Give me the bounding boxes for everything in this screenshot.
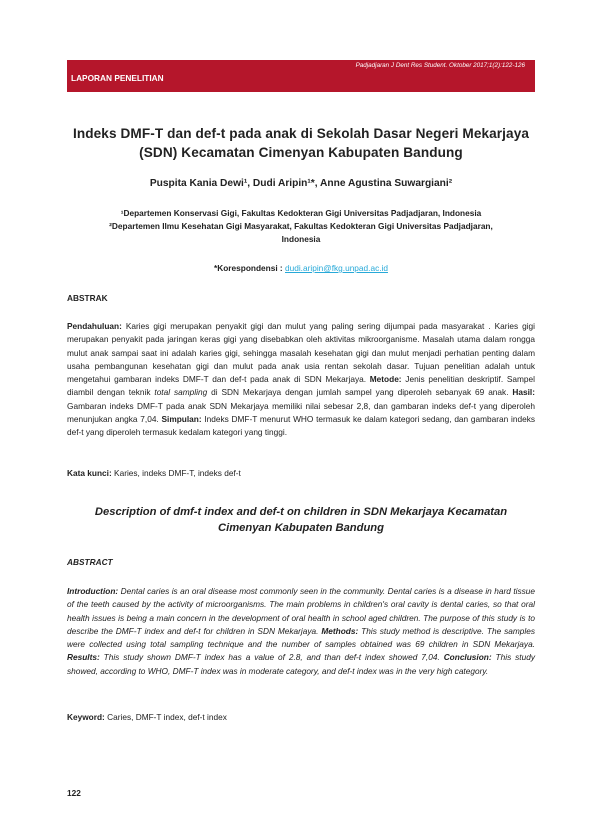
results-label: Results: (67, 652, 100, 663)
keywords (67, 712, 535, 722)
kata-kunci-text: Karies, indeks DMF-T, indeks def-t (111, 468, 241, 478)
hasil-text: Gambaran indeks DMF-T pada anak SDN Mekarjaya memiliki nilai sebesar 2,8, dan gambaran indeks def-t yang diperoleh menunjukan angka 7,04. (67, 400, 535, 425)
english-title: Description of dmf-t index and def-t on children in SDN Mekarjaya Kecamatan Cimenyan Kabupaten Bandung (94, 506, 508, 534)
kata-kunci-label: Kata kunci: (67, 468, 112, 478)
correspondence (67, 263, 535, 273)
keyword-label: Keyword: (67, 712, 105, 722)
abstrak-heading: ABSTRAK (67, 293, 108, 303)
page-number: 122 (67, 788, 81, 798)
abstrak-body (67, 320, 535, 440)
correspondence-label: *Korespondensi : (214, 263, 285, 273)
pendahuluan-text: Karies gigi merupakan penyakit gigi dan mulut yang paling sering dijumpai pada masyarakat . Karies gigi merupakan penyakit pada jaringan keras gigi yang disebabkan oleh aktivitas mikroorganisme. Masalah utama dalam rongga mulut anak sampai saat ini adalah karies gigi, sehingga masalah kesehatan gigi dan mulut menjadi perhatian penting dalam usaha pembangunan kesehatan gigi dan mulut pada anak usia rentan sekolah dasar. Tujuan penelitian adalah untuk mengetahui gambaran indeks DMF-T dan def-t pada anak di SDN Mekarjaya. (67, 321, 535, 385)
results-text: This study shown DMF-T index has a value of 2.8, and than def-t index showed 7,04. (99, 652, 444, 663)
methods-text: This study method is descriptive. The samples were collected using total sampling technique and the number of samples obtained was 69 children in SDN Mekarjaya. (67, 625, 536, 650)
pendahuluan-label: Pendahuluan: (67, 321, 122, 331)
section-label: LAPORAN PENELITIAN (71, 73, 164, 83)
journal-header-band (67, 60, 535, 92)
abstract-heading: ABSTRACT (67, 557, 113, 567)
metode-italic: total sampling (154, 387, 208, 398)
affiliation-2: ²Departemen Ilmu Kesehatan Gigi Masyarakat, Fakultas Kedokteran Gigi Universitas Padjadjaran, Indonesia (109, 221, 493, 244)
abstract-body (67, 585, 535, 678)
conclusion-label: Conclusion: (443, 652, 492, 663)
metode-label: Metode: (369, 374, 402, 385)
simpulan-text: Indeks DMF-T menurut WHO termasuk ke dalam kategori sedang, dan gambaran indeks def-t yang diperoleh termasuk kedalam kategori yang tinggi. (67, 414, 535, 438)
metode-text-b: di SDN Mekarjaya dengan jumlah sampel yang diperoleh sebanyak 69 anak. (207, 387, 513, 398)
introduction-label: Introduction: (67, 586, 119, 596)
top-margin (0, 0, 600, 26)
metode-text-a: Jenis penelitian deskriptif. Sampel diambil dengan teknik (67, 374, 535, 398)
author-list: Puspita Kania Dewi¹, Dudi Aripin¹*, Anne Agustina Suwargiani² (149, 178, 453, 189)
kata-kunci (67, 468, 535, 478)
methods-label: Methods: (321, 625, 359, 636)
affiliation-1: ¹Departemen Konservasi Gigi, Fakultas Kedokteran Gigi Universitas Padjadjaran, Indonesia (120, 208, 482, 218)
conclusion-text: This study showed, according to WHO, DMF-T index was in moderate category, and def-t index was in the very high category. (67, 652, 535, 676)
simpulan-label: Simpulan: (161, 414, 202, 425)
keyword-text: Caries, DMF-T index, def-t index (104, 712, 227, 722)
article-title: Indeks DMF-T dan def-t pada anak di Sekolah Dasar Negeri Mekarjaya (SDN) Kecamatan Cimenyan Kabupaten Bandung (72, 126, 530, 160)
journal-citation: Padjadjaran J Dent Res Student. Oktober 2017;1(2):122-126 (355, 62, 525, 69)
correspondence-email-link[interactable]: dudi.aripin@fkg.unpad.ac.id (285, 263, 388, 273)
introduction-text: Dental caries is an oral disease most commonly seen in the community. Dental caries is a disease in hard tissue of the teeth caused by the activity of microorganisms. The main problems in children's oral cavity is dental caries, so that oral health issues is being a main concern in the development of oral health in school aged children. The purpose of this study is to describe the DMF-T index and def-t for children in SDN Mekarjaya. (67, 586, 535, 636)
hasil-label: Hasil: (512, 387, 535, 398)
